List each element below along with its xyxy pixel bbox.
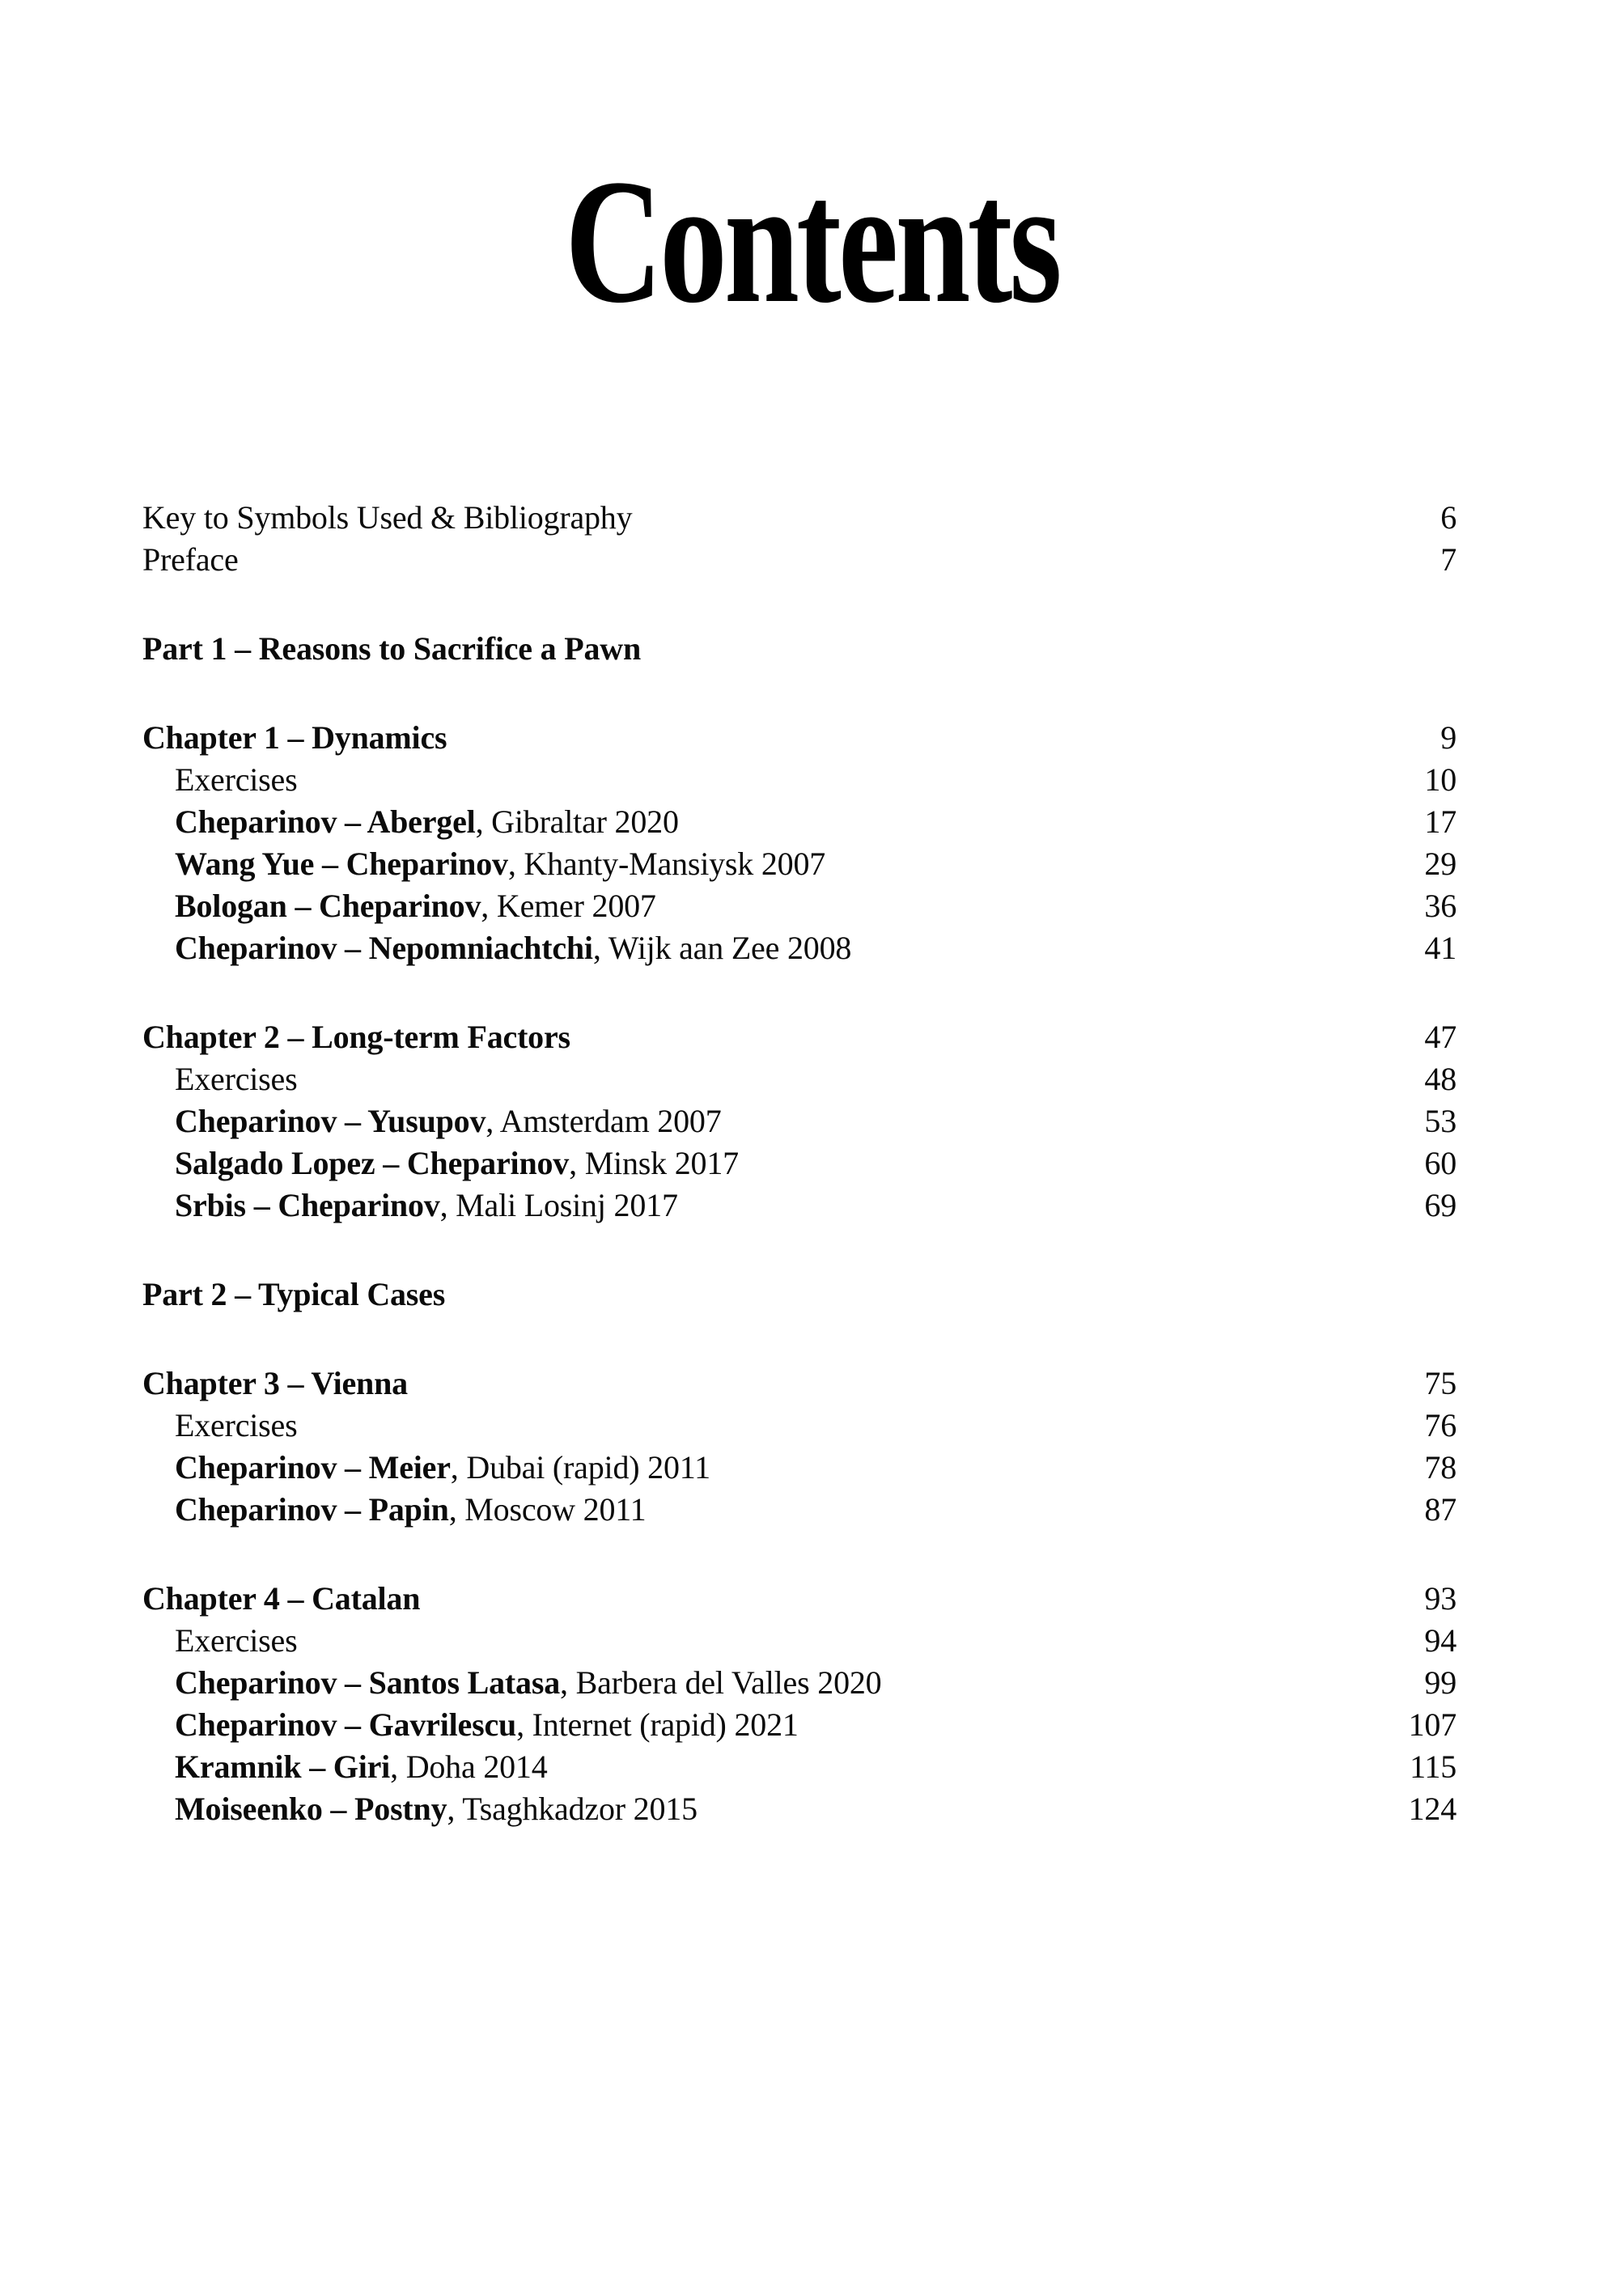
- toc-game-row: [142, 927, 1457, 969]
- event-detail: , Moscow 2011: [448, 1491, 647, 1528]
- event-detail: , Amsterdam 2007: [486, 1103, 722, 1139]
- toc-row-key-to-symbols: [142, 497, 1457, 539]
- players-label: Cheparinov – Santos Latasa: [175, 1664, 560, 1701]
- players-label: Cheparinov – Gavrilescu: [175, 1706, 517, 1743]
- page-title: Contents: [565, 142, 1059, 340]
- page-number: 17: [1424, 803, 1457, 840]
- players-label: Salgado Lopez – Cheparinov: [175, 1145, 570, 1181]
- toc-game-row: [142, 1489, 1457, 1531]
- page-number: 7: [1440, 541, 1457, 578]
- toc-game-row: [142, 1788, 1457, 1830]
- entry-label: [175, 1704, 1389, 1746]
- page-number: 69: [1424, 1187, 1457, 1223]
- toc-game-row: [142, 1185, 1457, 1227]
- page-number: 60: [1424, 1145, 1457, 1181]
- entry-label: Exercises: [175, 1407, 298, 1443]
- event-detail: , Doha 2014: [390, 1748, 548, 1785]
- toc-game-row: [142, 885, 1457, 927]
- toc-exercises-row: [142, 1405, 1457, 1447]
- page-number: 115: [1410, 1748, 1457, 1785]
- page-number: 99: [1424, 1664, 1457, 1701]
- entry-label: Exercises: [175, 1622, 298, 1659]
- part-heading-label: Part 1 – Reasons to Sacrifice a Pawn: [142, 630, 642, 667]
- event-detail: , Kemer 2007: [481, 888, 656, 924]
- page-number: 76: [1424, 1407, 1457, 1443]
- toc-game-row: [142, 1100, 1457, 1142]
- page-number: 29: [1424, 846, 1457, 882]
- page-number: 124: [1408, 1791, 1457, 1827]
- players-label: Wang Yue – Cheparinov: [175, 846, 508, 882]
- page-number: 107: [1408, 1706, 1457, 1743]
- chapter-heading-row: [142, 1578, 1457, 1620]
- chapter-heading-label: Chapter 3 – Vienna: [142, 1365, 408, 1401]
- toc-game-row: [142, 1704, 1457, 1746]
- toc-game-row: [142, 843, 1457, 885]
- page-number: 6: [1440, 499, 1457, 536]
- page-number: 78: [1424, 1449, 1457, 1486]
- toc-game-row: [142, 1662, 1457, 1704]
- event-detail: , Dubai (rapid) 2011: [450, 1449, 710, 1486]
- table-of-contents: [142, 497, 1457, 1830]
- players-label: Cheparinov – Meier: [175, 1449, 451, 1486]
- players-label: Cheparinov – Abergel: [175, 803, 476, 840]
- entry-label: Preface: [142, 541, 239, 578]
- players-label: Bologan – Cheparinov: [175, 888, 481, 924]
- entry-label: [175, 801, 1405, 843]
- event-detail: , Gibraltar 2020: [475, 803, 679, 840]
- entry-label: [175, 843, 1405, 885]
- entry-label: Exercises: [175, 1061, 298, 1097]
- chapter-heading-row: [142, 717, 1457, 759]
- page-number: 48: [1424, 1061, 1457, 1097]
- players-label: Kramnik – Giri: [175, 1748, 391, 1785]
- toc-game-row: [142, 1447, 1457, 1489]
- entry-label: Key to Symbols Used & Bibliography: [142, 499, 633, 536]
- entry-label: [175, 885, 1405, 927]
- toc-exercises-row: [142, 759, 1457, 801]
- entry-label: [175, 1788, 1389, 1830]
- chapter-heading-label: Chapter 2 – Long-term Factors: [142, 1019, 570, 1055]
- toc-exercises-row: [142, 1620, 1457, 1662]
- entry-label: [175, 1746, 1390, 1788]
- page-number: 93: [1424, 1580, 1457, 1617]
- chapter-heading-label: Chapter 1 – Dynamics: [142, 719, 447, 756]
- page-number: 41: [1424, 930, 1457, 966]
- players-label: Cheparinov – Yusupov: [175, 1103, 486, 1139]
- event-detail: , Barbera del Valles 2020: [560, 1664, 882, 1701]
- event-detail: , Minsk 2017: [569, 1145, 739, 1181]
- page-number: 94: [1424, 1622, 1457, 1659]
- page-number: 10: [1424, 761, 1457, 798]
- event-detail: , Tsaghkadzor 2015: [447, 1791, 698, 1827]
- entry-label: [175, 1100, 1405, 1142]
- page-number: 75: [1424, 1365, 1457, 1401]
- page-number: 36: [1424, 888, 1457, 924]
- toc-row-preface: [142, 539, 1457, 581]
- event-detail: , Internet (rapid) 2021: [516, 1706, 799, 1743]
- chapter-heading-row: [142, 1016, 1457, 1058]
- event-detail: , Wijk aan Zee 2008: [592, 930, 852, 966]
- page-number: 53: [1424, 1103, 1457, 1139]
- event-detail: , Mali Losinj 2017: [439, 1187, 678, 1223]
- part-heading: [142, 1274, 1457, 1316]
- toc-game-row: [142, 801, 1457, 843]
- part-heading-label: Part 2 – Typical Cases: [142, 1276, 446, 1312]
- page-number: 47: [1424, 1019, 1457, 1055]
- event-detail: , Khanty-Mansiysk 2007: [507, 846, 826, 882]
- players-label: Cheparinov – Papin: [175, 1491, 449, 1528]
- entry-label: [175, 927, 1405, 969]
- toc-game-row: [142, 1142, 1457, 1185]
- players-label: Cheparinov – Nepomniachtchi: [175, 930, 593, 966]
- players-label: Moiseenko – Postny: [175, 1791, 447, 1827]
- chapter-heading-row: [142, 1363, 1457, 1405]
- entry-label: [175, 1447, 1405, 1489]
- entry-label: Exercises: [175, 761, 298, 798]
- chapter-heading-label: Chapter 4 – Catalan: [142, 1580, 421, 1617]
- part-heading: [142, 628, 1457, 670]
- entry-label: [175, 1185, 1405, 1227]
- entry-label: [175, 1142, 1405, 1185]
- entry-label: [175, 1489, 1405, 1531]
- entry-label: [175, 1662, 1405, 1704]
- page-number: 9: [1440, 719, 1457, 756]
- page-number: 87: [1424, 1491, 1457, 1528]
- toc-game-row: [142, 1746, 1457, 1788]
- players-label: Srbis – Cheparinov: [175, 1187, 440, 1223]
- toc-exercises-row: [142, 1058, 1457, 1100]
